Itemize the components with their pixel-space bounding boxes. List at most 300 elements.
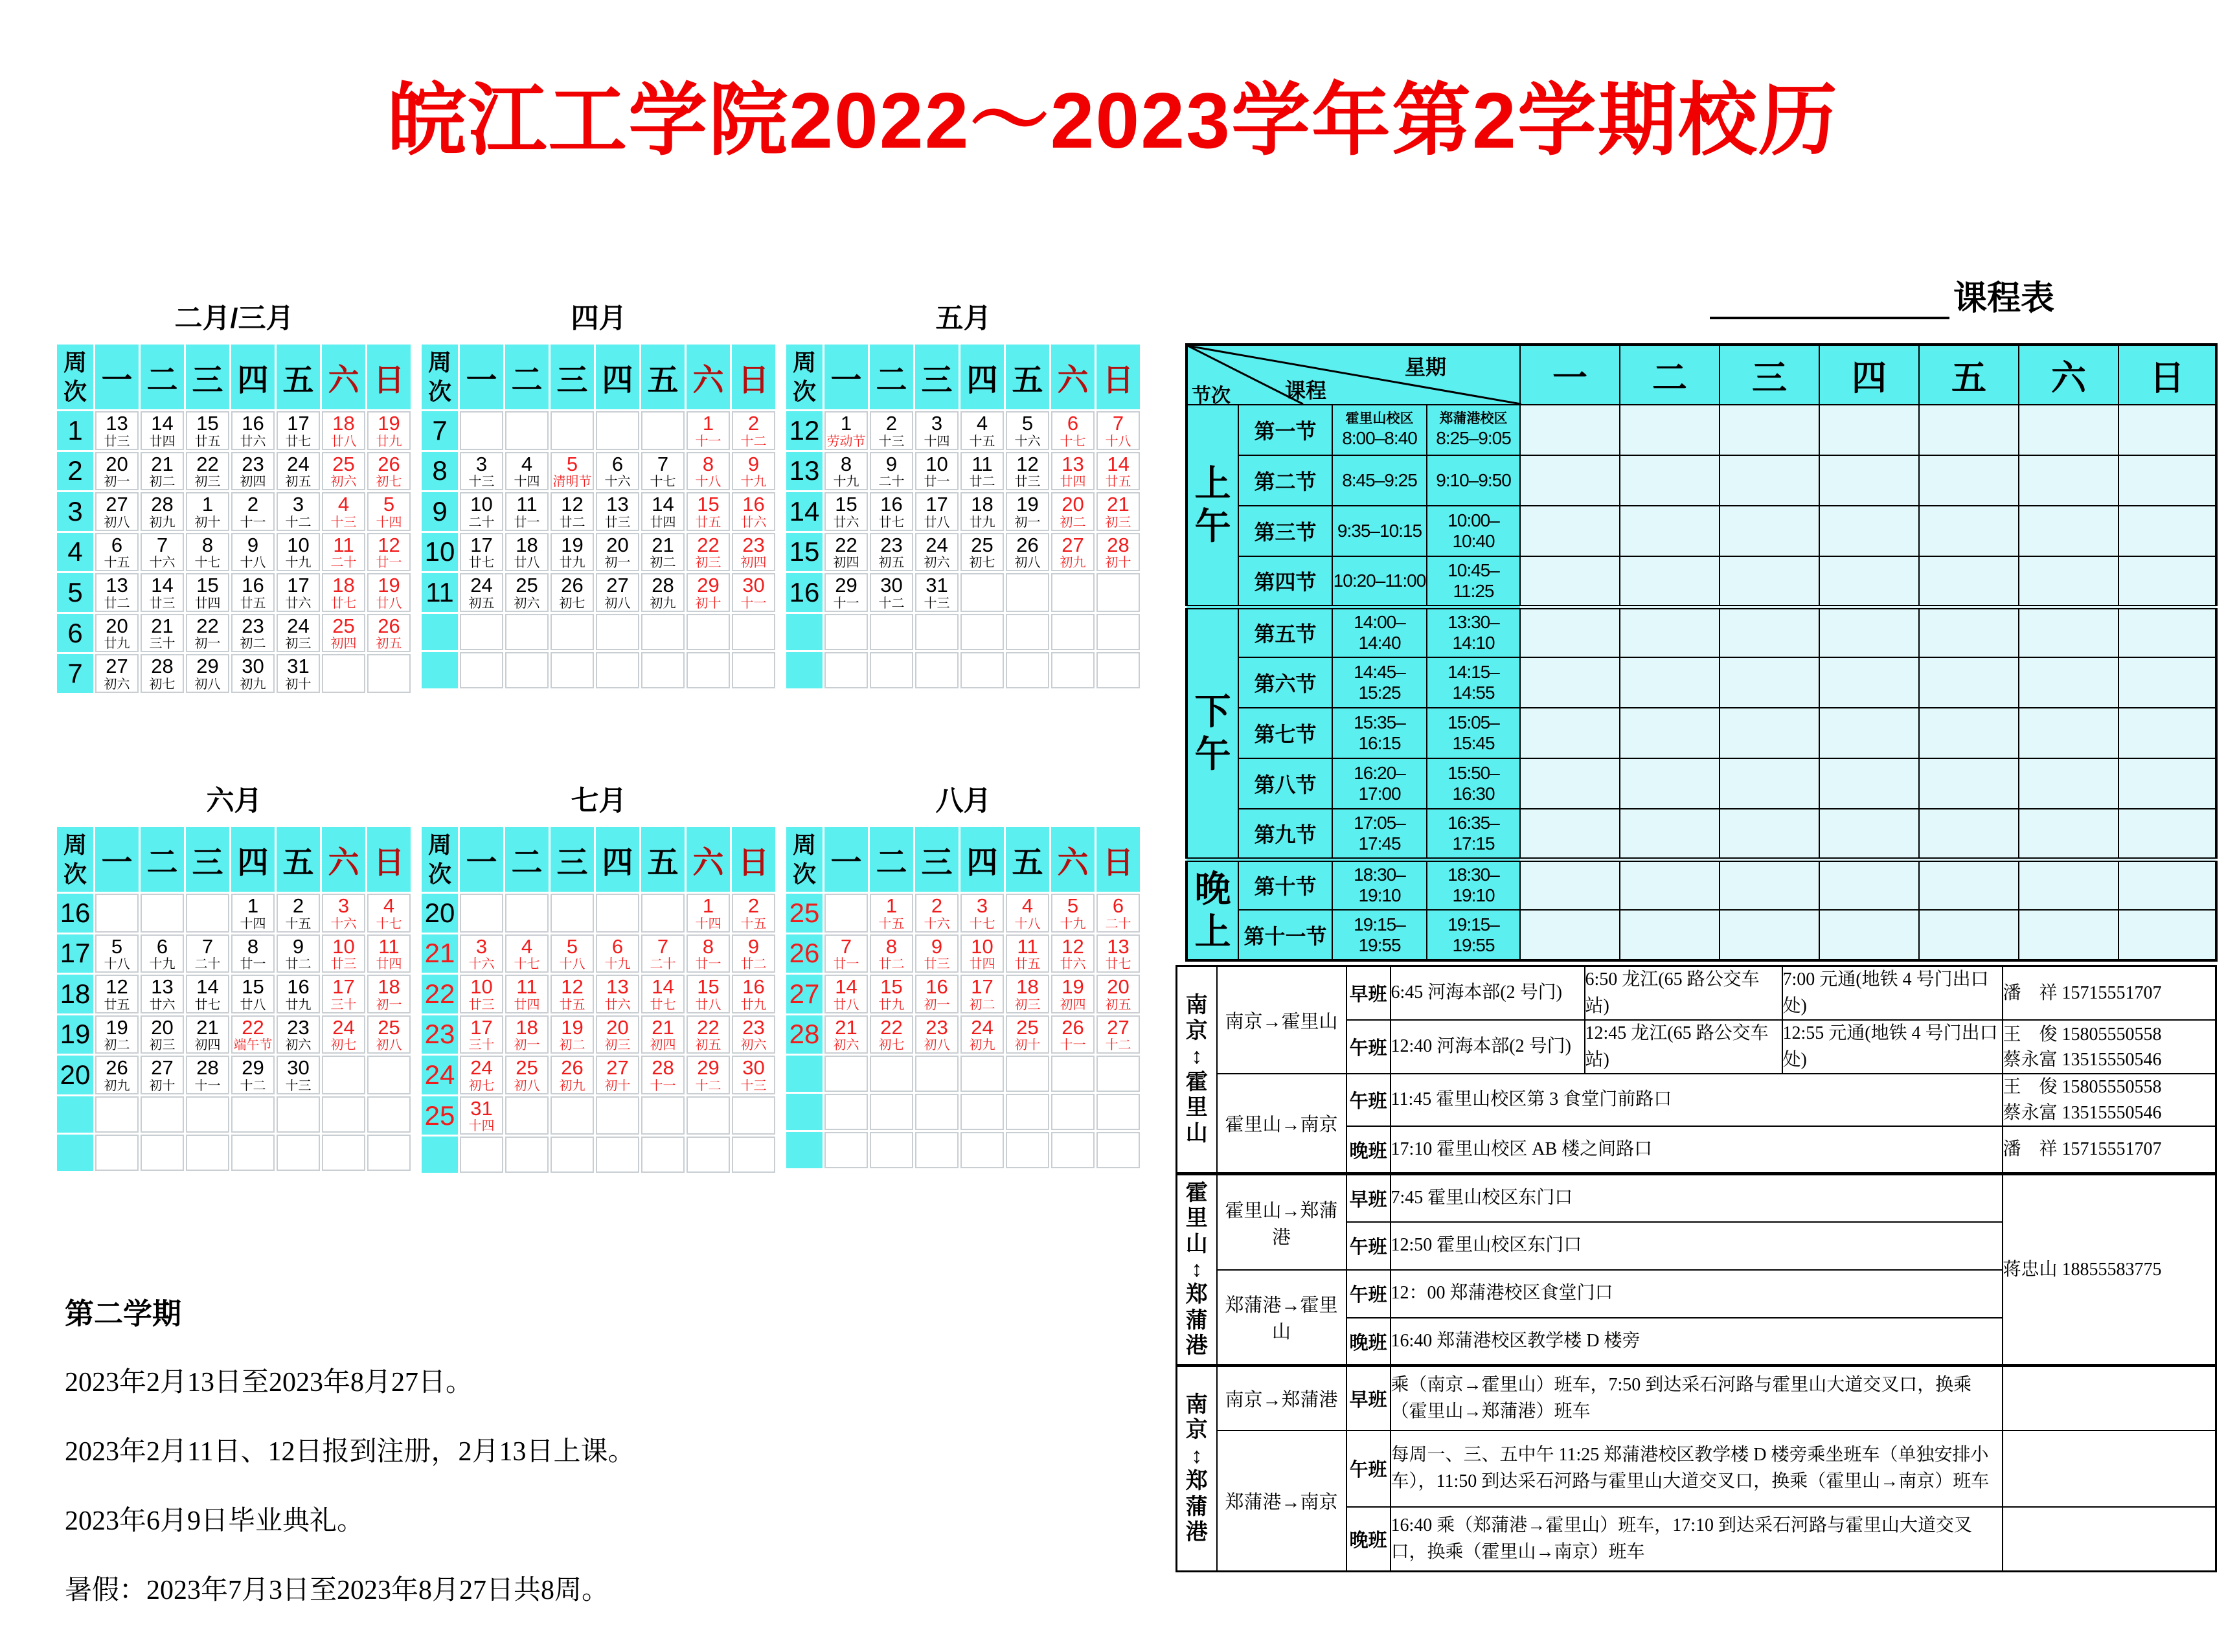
calendar-day-cell xyxy=(824,1015,868,1054)
lunar-date: 初五 xyxy=(878,556,905,571)
calendar-day-cell xyxy=(1096,1094,1140,1130)
period-time-zhengpugang xyxy=(1427,910,1520,960)
time-range: 18:30–19:10 xyxy=(1448,865,1499,906)
calendar-day-cell xyxy=(277,894,320,933)
day-number: 27 xyxy=(1062,533,1084,556)
calendar-day-cell xyxy=(870,1056,913,1092)
day-number: 10 xyxy=(332,934,355,958)
lunar-date: 初一 xyxy=(924,997,950,1012)
corner-diagonals xyxy=(1188,346,1521,404)
day-number: 5 xyxy=(111,934,123,958)
calendar-week-row xyxy=(57,1015,411,1054)
day-number: 1 xyxy=(840,412,852,435)
lunar-date: 初八 xyxy=(604,596,631,611)
course-slot-cell xyxy=(2118,607,2216,657)
calendar-day-cell xyxy=(95,533,139,572)
calendar-day-cell xyxy=(141,533,184,572)
lunar-date: 廿九 xyxy=(969,515,995,530)
calendar-week-row xyxy=(422,1015,775,1054)
day-number: 16 xyxy=(742,493,765,516)
calendar-day-cell xyxy=(596,1056,639,1094)
day-of-week-header: 日 xyxy=(1096,345,1140,409)
day-number: 6 xyxy=(1067,412,1079,435)
calendar-day-cell xyxy=(1051,975,1095,1013)
course-day-header: 一 xyxy=(1520,345,1620,405)
calendar-day-cell xyxy=(641,1056,685,1094)
time-range: 14:00–14:40 xyxy=(1354,612,1405,653)
calendar-day-cell xyxy=(870,1132,913,1168)
day-number: 21 xyxy=(1107,493,1130,516)
calendar-day-cell xyxy=(95,1096,139,1133)
week-number: 7 xyxy=(422,411,458,450)
period-time-huolishan xyxy=(1332,556,1427,607)
calendar-day-cell xyxy=(915,452,959,491)
day-of-week-header: 五 xyxy=(641,827,685,892)
calendar-day-cell xyxy=(141,492,184,531)
period-time-huolishan xyxy=(1332,859,1427,910)
day-number: 12 xyxy=(378,533,400,556)
calendar-day-cell xyxy=(551,492,594,531)
day-number: 6 xyxy=(1112,894,1124,917)
day-number: 13 xyxy=(1062,452,1084,475)
calendar-day-cell xyxy=(141,411,184,450)
calendar-day-cell xyxy=(141,1096,184,1133)
calendar-day-cell xyxy=(824,452,868,491)
course-period-row xyxy=(1187,657,2216,708)
calendar-day-cell xyxy=(322,533,365,572)
day-number: 17 xyxy=(926,493,948,516)
lunar-date: 二十 xyxy=(330,556,357,571)
day-of-week-header: 三 xyxy=(551,827,594,892)
bus-row xyxy=(1177,1366,2216,1431)
day-number: 7 xyxy=(657,452,669,475)
lunar-date: 廿三 xyxy=(924,957,950,972)
calendar-day-cell xyxy=(367,492,411,531)
course-timetable-grid xyxy=(1185,343,2218,962)
calendar-day-cell xyxy=(505,573,549,612)
calendar-day-cell xyxy=(277,614,320,653)
lunar-date: 十八 xyxy=(104,957,130,972)
calendar-day-cell xyxy=(460,492,503,531)
calendar-day-cell xyxy=(596,1137,639,1173)
calendar-day-cell xyxy=(505,1015,549,1054)
calendar-day-cell xyxy=(687,492,730,531)
lunar-date: 十三 xyxy=(740,1078,767,1093)
day-number: 11 xyxy=(333,533,354,556)
calendar-day-cell xyxy=(231,452,275,491)
calendar-day-cell xyxy=(1096,492,1140,531)
lunar-date: 廿二 xyxy=(878,957,905,972)
calendar-header-row xyxy=(422,345,775,409)
lunar-date: 廿八 xyxy=(833,997,859,1012)
calendar-day-cell xyxy=(186,533,229,572)
calendar-day-cell xyxy=(870,934,913,973)
day-number: 14 xyxy=(652,493,674,516)
calendar-week-row xyxy=(786,411,1140,450)
calendar-day-cell xyxy=(732,452,775,491)
calendar-day-cell xyxy=(1051,894,1095,933)
calendar-week-row xyxy=(57,975,411,1013)
day-number: 16 xyxy=(926,975,948,999)
lunar-date: 廿四 xyxy=(376,957,402,972)
calendar-day-cell xyxy=(186,1135,229,1171)
lunar-date: 十八 xyxy=(1105,434,1131,449)
lunar-date: 十一 xyxy=(740,596,767,611)
bus-stop-cell: 6:45 河海本部(2 号门) xyxy=(1391,966,1585,1021)
calendar-day-cell xyxy=(960,533,1004,572)
day-number: 12 xyxy=(561,493,584,516)
calendar-week-row xyxy=(57,573,411,612)
calendar-week-row xyxy=(786,1132,1140,1168)
lunar-date: 初六 xyxy=(285,1038,312,1053)
calendar-day-cell xyxy=(505,1056,549,1094)
day-number: 26 xyxy=(378,452,400,475)
day-number: 14 xyxy=(151,412,174,435)
calendar-day-cell xyxy=(687,652,730,688)
calendar-day-cell xyxy=(824,652,868,688)
course-slot-cell xyxy=(1620,455,1720,506)
calendar-day-cell xyxy=(95,614,139,653)
calendar-week-row xyxy=(786,492,1140,531)
bus-stop-cell: 7:45 霍里山校区东门口 xyxy=(1391,1174,2003,1222)
calendar-day-cell xyxy=(277,452,320,491)
time-range: 19:15–19:55 xyxy=(1448,914,1499,955)
bus-row xyxy=(1177,1431,2216,1507)
day-number: 13 xyxy=(606,493,629,516)
lunar-date: 初一 xyxy=(1014,515,1041,530)
day-number: 15 xyxy=(196,574,219,597)
day-number: 27 xyxy=(106,493,128,516)
fill-in-blank-line xyxy=(1710,283,1949,319)
day-of-week-header: 二 xyxy=(505,827,549,892)
day-number: 22 xyxy=(697,1015,720,1039)
day-number: 4 xyxy=(976,412,988,435)
lunar-date: 廿三 xyxy=(604,515,631,530)
calendar-day-cell xyxy=(1096,934,1140,973)
day-number: 23 xyxy=(242,614,264,637)
calendar-day-cell xyxy=(231,614,275,653)
day-number: 12 xyxy=(1062,934,1084,958)
day-number: 5 xyxy=(1021,412,1034,435)
course-slot-cell xyxy=(1919,758,2019,809)
lunar-date: 廿九 xyxy=(559,556,585,571)
week-number xyxy=(57,1135,93,1171)
calendar-day-cell xyxy=(915,1015,959,1054)
course-slot-cell xyxy=(2118,809,2216,859)
session-group-label: 上 午 xyxy=(1187,405,1238,607)
calendar-week-row xyxy=(422,894,775,933)
calendar-header-row xyxy=(786,345,1140,409)
calendar-day-cell xyxy=(1051,614,1095,650)
calendar-day-cell xyxy=(870,533,913,572)
calendar-day-cell xyxy=(231,1135,275,1171)
calendar-day-cell xyxy=(551,614,594,650)
lunar-date: 初七 xyxy=(878,1038,905,1053)
course-slot-cell xyxy=(1819,556,1919,607)
bus-shift-label: 晚班 xyxy=(1346,1507,1391,1572)
semester-notes xyxy=(65,1290,1101,1638)
day-number: 27 xyxy=(151,1056,174,1080)
day-number: 8 xyxy=(247,934,259,958)
calendar-week-row xyxy=(57,1135,411,1171)
day-number: 31 xyxy=(926,574,948,597)
course-slot-cell xyxy=(1720,809,1819,859)
day-number: 25 xyxy=(971,533,994,556)
lunar-date: 初三 xyxy=(194,475,221,490)
course-table-caption xyxy=(1710,271,2054,319)
week-number: 2 xyxy=(57,452,93,491)
calendar-day-cell xyxy=(505,411,549,450)
day-of-week-header: 六 xyxy=(1051,827,1095,892)
bus-route-name: 郑蒲港→霍里山 xyxy=(1217,1270,1346,1366)
day-number: 30 xyxy=(742,1056,765,1080)
day-number: 16 xyxy=(880,493,903,516)
lunar-date: 廿六 xyxy=(240,434,266,449)
lunar-date: 初四 xyxy=(194,1038,221,1053)
calendar-day-cell xyxy=(732,411,775,450)
day-number: 17 xyxy=(470,533,493,556)
course-slot-cell xyxy=(1620,607,1720,657)
period-time-huolishan xyxy=(1332,758,1427,809)
course-slot-cell xyxy=(1520,405,1620,455)
lunar-date: 初一 xyxy=(604,556,631,571)
calendar-day-cell xyxy=(915,894,959,933)
calendar-week-row xyxy=(422,492,775,531)
day-number: 17 xyxy=(971,975,994,999)
calendar-day-cell xyxy=(824,975,868,1013)
calendar-day-cell xyxy=(505,975,549,1013)
day-number: 18 xyxy=(332,412,355,435)
lunar-date: 廿二 xyxy=(285,957,312,972)
day-number: 29 xyxy=(196,655,219,678)
calendar-day-cell xyxy=(95,1015,139,1054)
lunar-date: 廿八 xyxy=(330,434,357,449)
calendar-day-cell xyxy=(231,1056,275,1094)
calendar-day-cell xyxy=(687,975,730,1013)
bus-route-name: 霍里山→郑蒲港 xyxy=(1217,1174,1346,1270)
calendar-day-cell xyxy=(1051,411,1095,450)
day-number: 6 xyxy=(611,452,624,475)
lunar-date: 廿二 xyxy=(104,596,130,611)
day-number: 15 xyxy=(697,975,720,999)
calendar-month-label: 八月 xyxy=(935,786,992,817)
lunar-date: 廿七 xyxy=(650,997,676,1012)
lunar-date: 十六 xyxy=(468,957,495,972)
course-day-header: 二 xyxy=(1620,345,1720,405)
course-slot-cell xyxy=(1520,506,1620,556)
calendar-day-cell xyxy=(141,894,184,933)
calendar-day-cell xyxy=(1051,573,1095,612)
calendar-day-cell xyxy=(95,975,139,1013)
lunar-date: 清明节 xyxy=(552,475,592,490)
lunar-date: 十二 xyxy=(740,434,767,449)
calendar-day-cell xyxy=(870,1015,913,1054)
day-number: 10 xyxy=(470,975,493,999)
bus-shift-label: 午班 xyxy=(1346,1431,1391,1507)
course-slot-cell xyxy=(1620,657,1720,708)
calendar-header-row xyxy=(57,827,411,892)
day-number: 15 xyxy=(242,975,264,999)
calendar-day-cell xyxy=(596,614,639,650)
lunar-date: 廿四 xyxy=(194,596,221,611)
period-name: 第八节 xyxy=(1238,758,1332,809)
calendar-month-label: 四月 xyxy=(571,303,627,334)
calendar-day-cell xyxy=(596,411,639,450)
calendar-day-cell xyxy=(141,614,184,653)
course-slot-cell xyxy=(1720,607,1819,657)
calendar-day-cell xyxy=(186,573,229,612)
calendar-day-cell xyxy=(277,654,320,693)
day-number: 27 xyxy=(606,574,629,597)
day-number: 8 xyxy=(885,934,898,958)
course-slot-cell xyxy=(1620,859,1720,910)
week-number xyxy=(422,614,458,650)
calendar-grid xyxy=(784,343,1142,690)
day-number: 28 xyxy=(652,1056,674,1080)
lunar-date: 十二 xyxy=(240,1078,266,1093)
lunar-date: 廿九 xyxy=(104,637,130,651)
calendar-day-cell xyxy=(870,614,913,650)
calendar-day-cell xyxy=(915,1094,959,1130)
day-number: 4 xyxy=(337,493,350,516)
calendar-day-cell xyxy=(870,492,913,531)
lunar-date: 初五 xyxy=(376,637,402,651)
day-of-week-header: 日 xyxy=(367,827,411,892)
calendar-day-cell xyxy=(1006,411,1049,450)
calendar-day-cell xyxy=(824,573,868,612)
day-number: 7 xyxy=(201,934,214,958)
calendar-day-cell xyxy=(551,1137,594,1173)
calendar-day-cell xyxy=(687,1015,730,1054)
day-number: 4 xyxy=(383,894,395,917)
lunar-date: 十一 xyxy=(194,1078,221,1093)
calendar-day-cell xyxy=(95,894,139,933)
calendar-day-cell xyxy=(231,934,275,973)
course-slot-cell xyxy=(2019,506,2118,556)
lunar-date: 廿七 xyxy=(878,515,905,530)
bus-route-name: 南京→霍里山 xyxy=(1217,966,1346,1074)
day-number: 24 xyxy=(926,533,948,556)
day-number: 27 xyxy=(606,1056,629,1080)
day-number: 14 xyxy=(835,975,857,999)
calendar-day-cell xyxy=(1006,452,1049,491)
lunar-date: 初一 xyxy=(104,475,130,490)
day-number: 15 xyxy=(880,975,903,999)
calendar-day-cell xyxy=(1096,1132,1140,1168)
day-number: 18 xyxy=(1016,975,1039,999)
calendar-day-cell xyxy=(367,1015,411,1054)
calendar-day-cell xyxy=(322,573,365,612)
day-number: 21 xyxy=(652,533,674,556)
day-number: 3 xyxy=(931,412,943,435)
day-number: 12 xyxy=(1016,452,1039,475)
day-number: 6 xyxy=(111,533,123,556)
lunar-date: 初一 xyxy=(376,997,402,1012)
calendar-day-cell xyxy=(1051,452,1095,491)
day-number: 24 xyxy=(287,452,310,475)
calendar-day-cell xyxy=(641,1137,685,1173)
calendar-day-cell xyxy=(1006,1015,1049,1054)
lunar-date: 廿七 xyxy=(194,997,221,1012)
lunar-date: 十七 xyxy=(514,957,540,972)
lunar-date: 十一 xyxy=(695,434,721,449)
lunar-date: 廿四 xyxy=(1060,475,1086,490)
period-time-huolishan xyxy=(1332,708,1427,758)
day-number: 18 xyxy=(332,574,355,597)
calendar-day-cell xyxy=(824,1056,868,1092)
day-number: 25 xyxy=(332,452,355,475)
semester-note: 2023年2月13日至2023年8月27日。 xyxy=(65,1368,473,1397)
calendar-week-row xyxy=(57,614,411,653)
day-of-week-header: 五 xyxy=(1006,827,1049,892)
lunar-date: 初八 xyxy=(1014,556,1041,571)
calendar-day-cell xyxy=(460,452,503,491)
day-number: 7 xyxy=(156,533,168,556)
lunar-date: 初八 xyxy=(376,1038,402,1053)
course-slot-cell xyxy=(1520,556,1620,607)
calendar-1 xyxy=(55,295,413,695)
period-time-huolishan xyxy=(1332,657,1427,708)
period-name: 第十一节 xyxy=(1238,910,1332,960)
calendar-day-cell xyxy=(367,975,411,1013)
calendar-day-cell xyxy=(322,1096,365,1133)
calendar-week-row xyxy=(422,975,775,1013)
lunar-date: 十七 xyxy=(1060,434,1086,449)
lunar-date: 初四 xyxy=(240,475,266,490)
week-number: 17 xyxy=(57,934,93,973)
calendar-day-cell xyxy=(460,614,503,650)
period-time-zhengpugang xyxy=(1427,657,1520,708)
day-number: 3 xyxy=(292,493,304,516)
lunar-date: 廿六 xyxy=(1060,957,1086,972)
calendar-day-cell xyxy=(915,411,959,450)
lunar-date: 廿三 xyxy=(330,957,357,972)
course-period-row xyxy=(1187,405,2216,455)
bus-route-name: 南京→郑蒲港 xyxy=(1217,1366,1346,1431)
day-number: 11 xyxy=(971,452,993,475)
day-number: 2 xyxy=(292,894,304,917)
day-number: 12 xyxy=(106,975,128,999)
calendar-day-cell xyxy=(732,652,775,688)
calendar-week-row xyxy=(786,573,1140,612)
week-number: 14 xyxy=(786,492,823,531)
lunar-date: 十九 xyxy=(740,475,767,490)
lunar-date: 十一 xyxy=(650,1078,676,1093)
day-number: 21 xyxy=(151,614,174,637)
calendar-day-cell xyxy=(596,934,639,973)
day-number: 7 xyxy=(657,934,669,958)
lunar-date: 廿四 xyxy=(149,434,176,449)
calendar-day-cell xyxy=(596,652,639,688)
bus-shift-label: 午班 xyxy=(1346,1270,1391,1318)
calendar-day-cell xyxy=(505,894,549,933)
lunar-date: 初二 xyxy=(1060,515,1086,530)
calendar-week-row xyxy=(57,1096,411,1133)
day-of-week-header: 一 xyxy=(460,345,503,409)
week-number: 25 xyxy=(422,1096,458,1135)
calendar-day-cell xyxy=(367,614,411,653)
bus-schedule-grid xyxy=(1175,965,2217,1572)
calendar-day-cell xyxy=(732,934,775,973)
semester-note: 2023年6月9日毕业典礼。 xyxy=(65,1506,365,1536)
calendar-day-cell xyxy=(641,934,685,973)
calendar-month-label: 二月/三月 xyxy=(174,303,294,334)
course-slot-cell xyxy=(2019,657,2118,708)
calendar-day-cell xyxy=(141,1056,184,1094)
calendar-day-cell xyxy=(95,411,139,450)
calendar-day-cell xyxy=(95,452,139,491)
course-slot-cell xyxy=(1620,809,1720,859)
